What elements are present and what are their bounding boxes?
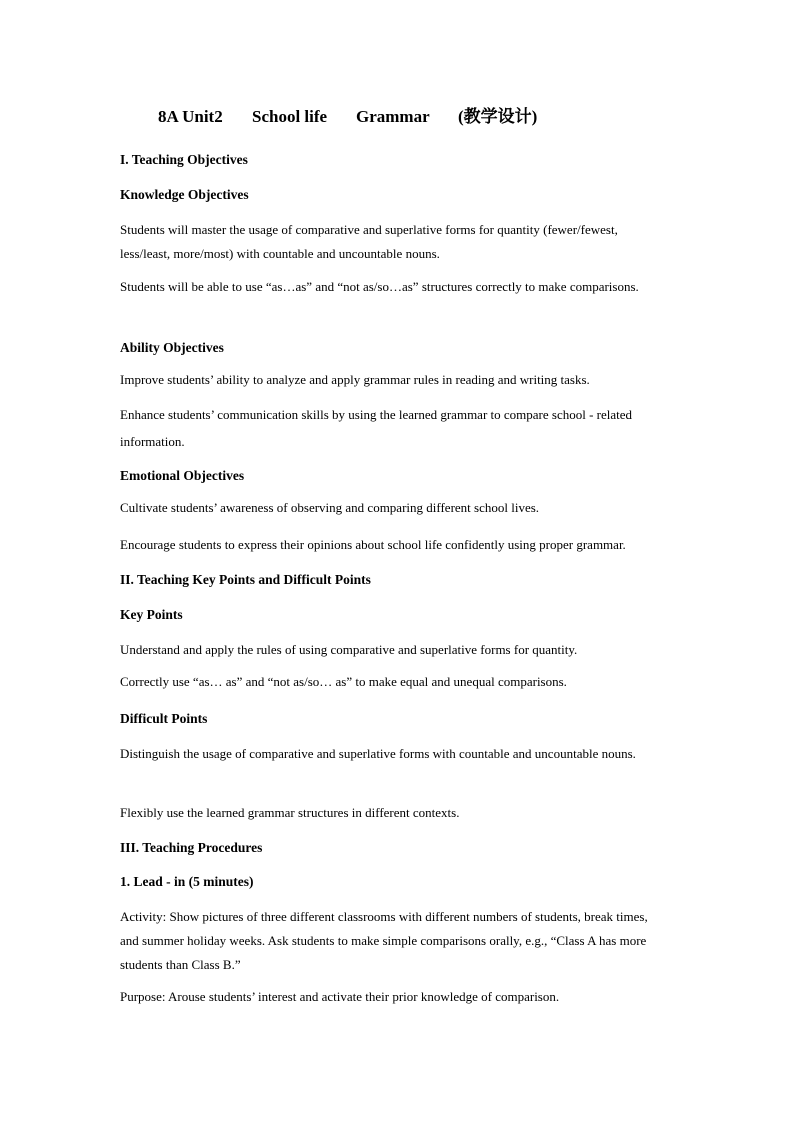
- ability-objective-2: Enhance students’ communication skills by using the learned grammar to compare school - related information.: [120, 407, 633, 449]
- lead-in-activity: Activity: Show pictures of three different classrooms with different numbers of students, break times, and summer holiday weeks. Ask students to make simple comparisons orally, e.g., “Class A has more students than Class B.”: [120, 909, 648, 972]
- emotional-objective-1: Cultivate students’ awareness of observing and comparing different school lives.: [120, 500, 540, 515]
- ability-objective-1: Improve students’ ability to analyze and apply grammar rules in reading and writing tasks.: [120, 372, 590, 387]
- title-unit: 8A Unit2: [158, 107, 223, 126]
- key-points-main-heading: II. Teaching Key Points and Difficult Points: [120, 572, 371, 587]
- key-point-1: Understand and apply the rules of using comparative and superlative forms for quantity.: [120, 642, 578, 657]
- knowledge-objectives-heading: Knowledge Objectives: [120, 187, 249, 202]
- emotional-objective-2: Encourage students to express their opinions about school life confidently using proper grammar.: [120, 537, 626, 552]
- procedures-heading: III. Teaching Procedures: [120, 840, 263, 855]
- knowledge-objective-2: Students will be able to use “as…as” and “not as/so…as” structures correctly to make comparisons.: [120, 279, 639, 294]
- difficult-points-heading: Difficult Points: [120, 711, 208, 726]
- lead-in-purpose: Purpose: Arouse students’ interest and activate their prior knowledge of comparison.: [120, 989, 560, 1004]
- emotional-objectives-heading: Emotional Objectives: [120, 468, 245, 483]
- difficult-point-2: Flexibly use the learned grammar structures in different contexts.: [120, 805, 460, 820]
- title-topic: School life: [252, 107, 328, 126]
- knowledge-objective-1: Students will master the usage of comparative and superlative forms for quantity (fewer/fewest, less/least, more/most) with countable and uncountable nouns.: [120, 222, 618, 261]
- title-section: Grammar: [356, 107, 430, 126]
- lead-in-heading: 1. Lead - in (5 minutes): [120, 874, 254, 889]
- title-label: (教学设计): [458, 107, 538, 126]
- document-title: [158, 102, 537, 127]
- ability-objectives-heading: Ability Objectives: [120, 340, 224, 355]
- difficult-point-1: Distinguish the usage of comparative and superlative forms with countable and uncountable nouns.: [120, 746, 636, 761]
- objectives-heading: I. Teaching Objectives: [120, 152, 248, 167]
- key-point-2: Correctly use “as… as” and “not as/so… as” to make equal and unequal comparisons.: [120, 674, 567, 689]
- key-points-heading: Key Points: [120, 607, 183, 622]
